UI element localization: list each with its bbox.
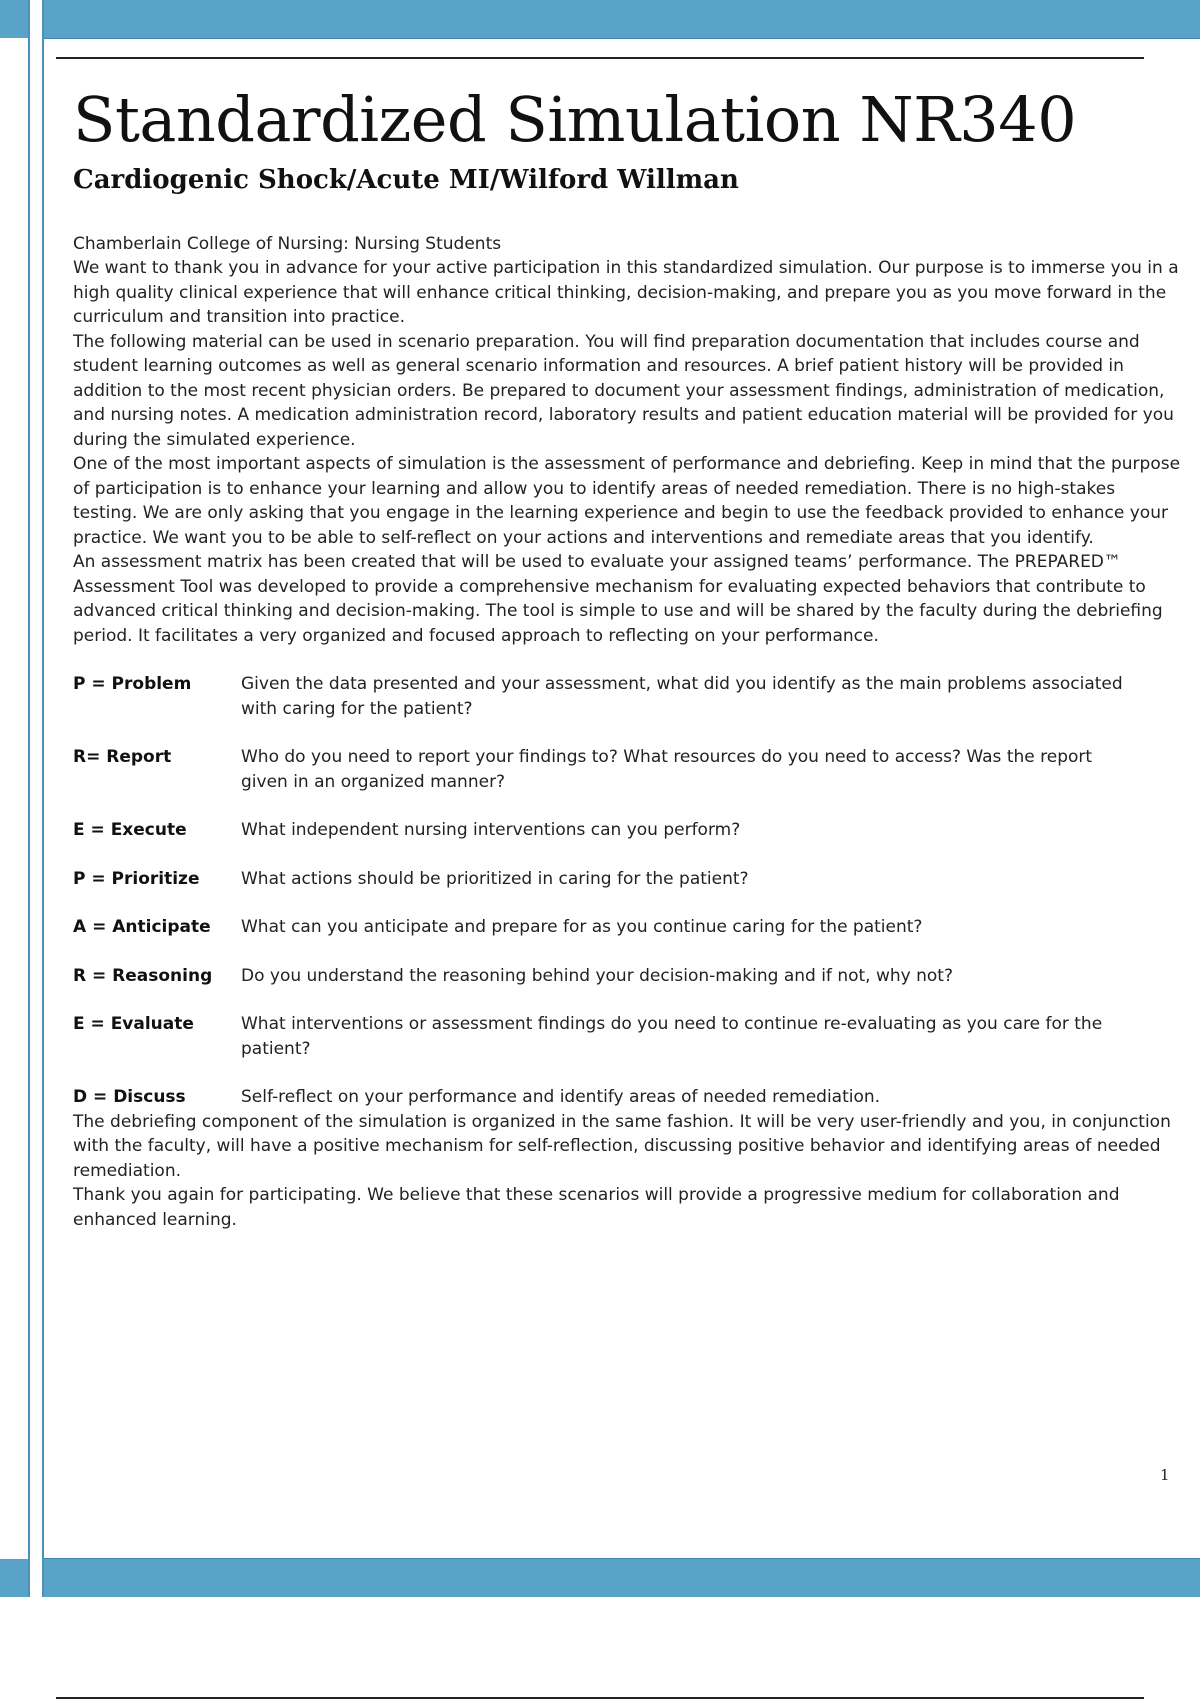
prepared-item-discuss — [73, 1085, 1183, 1110]
document-subtitle: Cardiogenic Shock/Acute MI/Wilford Willman — [73, 165, 739, 195]
page-content — [73, 80, 1183, 1232]
left-header-band — [0, 0, 28, 38]
footer-band — [44, 1558, 1200, 1597]
document-title: Standardized Simulation NR340 — [73, 83, 1077, 156]
next-page-rule — [56, 1697, 1144, 1699]
title-rule — [56, 57, 1144, 59]
prepared-item-execute — [73, 818, 1183, 843]
prepared-list — [73, 672, 1183, 1110]
prepared-item-problem — [73, 672, 1183, 721]
page-number: 1 — [1160, 1466, 1170, 1484]
prepared-label: R = Reasoning — [73, 965, 213, 986]
prepared-description: What can you anticipate and prepare for as you continue caring for the patient? — [241, 917, 923, 937]
matrix-paragraph: An assessment matrix has been created that will be used to evaluate your assigned teams’ performance. The PREPARED™ Assessment Tool was developed to provide a comprehensive mechanism for evaluating expected behaviors that contribute to advanced critical thinking and decision-making. The tool is simple to use and will be shared by the faculty during the debriefing period. It facilitates a very organized and focused approach to reflecting on your performance. — [73, 552, 1163, 646]
prepared-label: E = Evaluate — [73, 1014, 194, 1034]
prepared-description: Who do you need to report your findings to? What resources do you need to access? Was the report given in an organized manner? — [241, 747, 1093, 792]
prepared-description: What interventions or assessment findings do you need to continue re-evaluating as you care for the patient? — [241, 1014, 1103, 1059]
prepared-item-anticipate — [73, 915, 1183, 940]
debriefing-paragraph: The debriefing component of the simulation is organized in the same fashion. It will be very user-friendly and you, in conjunction with the faculty, will have a positive mechanism for self-reflection, discussing positive behavior and identifying areas of needed remediation. — [73, 1111, 1171, 1181]
prepared-label: D = Discuss — [73, 1087, 186, 1107]
header-band — [44, 0, 1200, 39]
prepared-description: Given the data presented and your assessment, what did you identify as the main problems associated with caring for the patient? — [241, 674, 1123, 719]
prepared-description: What independent nursing interventions can you perform? — [241, 820, 741, 840]
prepared-item-prioritize — [73, 867, 1183, 892]
prepared-item-evaluate — [73, 1012, 1183, 1061]
prepared-label: R= Report — [73, 747, 172, 767]
prepared-label: P = Prioritize — [73, 868, 200, 889]
prepared-description: Do you understand the reasoning behind your decision-making and if not, why not? — [241, 965, 953, 986]
thank-you-paragraph: Thank you again for participating. We believe that these scenarios will provide a progressive medium for collaboration and enhanced learning. — [73, 1185, 1120, 1230]
assessment-paragraph: One of the most important aspects of simulation is the assessment of performance and debriefing. Keep in mind that the purpose of participation is to enhance your learning and allow you to identify areas of needed remediation. There is no high-stakes testing. We are only asking that you engage in the learning experience and begin to use the feedback provided to enhance your practice. We want you to be able to self-reflect on your actions and interventions and remediate areas that you identify. — [73, 454, 1181, 548]
prepared-label: A = Anticipate — [73, 917, 211, 937]
intro-paragraph: We want to thank you in advance for your active participation in this standardized simulation. Our purpose is to immerse you in a high quality clinical experience that will enhance critical thinking, decision-making, and prepare you as you move forward in the curriculum and transition into practice. — [73, 258, 1179, 327]
prepared-item-report — [73, 745, 1183, 794]
prepared-item-reasoning — [73, 964, 1183, 989]
preparation-paragraph: The following material can be used in scenario preparation. You will find preparation documentation that includes course and student learning outcomes as well as general scenario information and resources. A brief patient history will be provided in addition to the most recent physician orders. Be prepared to document your assessment findings, administration of medication, and nursing notes. A medication administration record, laboratory results and patient education material will be provided for you during the simulated experience. — [73, 331, 1174, 450]
prepared-description: Self-reflect on your performance and identify areas of needed remediation. — [241, 1087, 881, 1107]
left-page-edge — [0, 0, 30, 1597]
institution-line: Chamberlain College of Nursing: Nursing Students — [73, 234, 502, 254]
prepared-description: What actions should be prioritized in caring for the patient? — [241, 868, 749, 889]
prepared-label: P = Problem — [73, 674, 192, 694]
left-footer-band — [0, 1559, 28, 1597]
prepared-label: E = Execute — [73, 820, 187, 840]
